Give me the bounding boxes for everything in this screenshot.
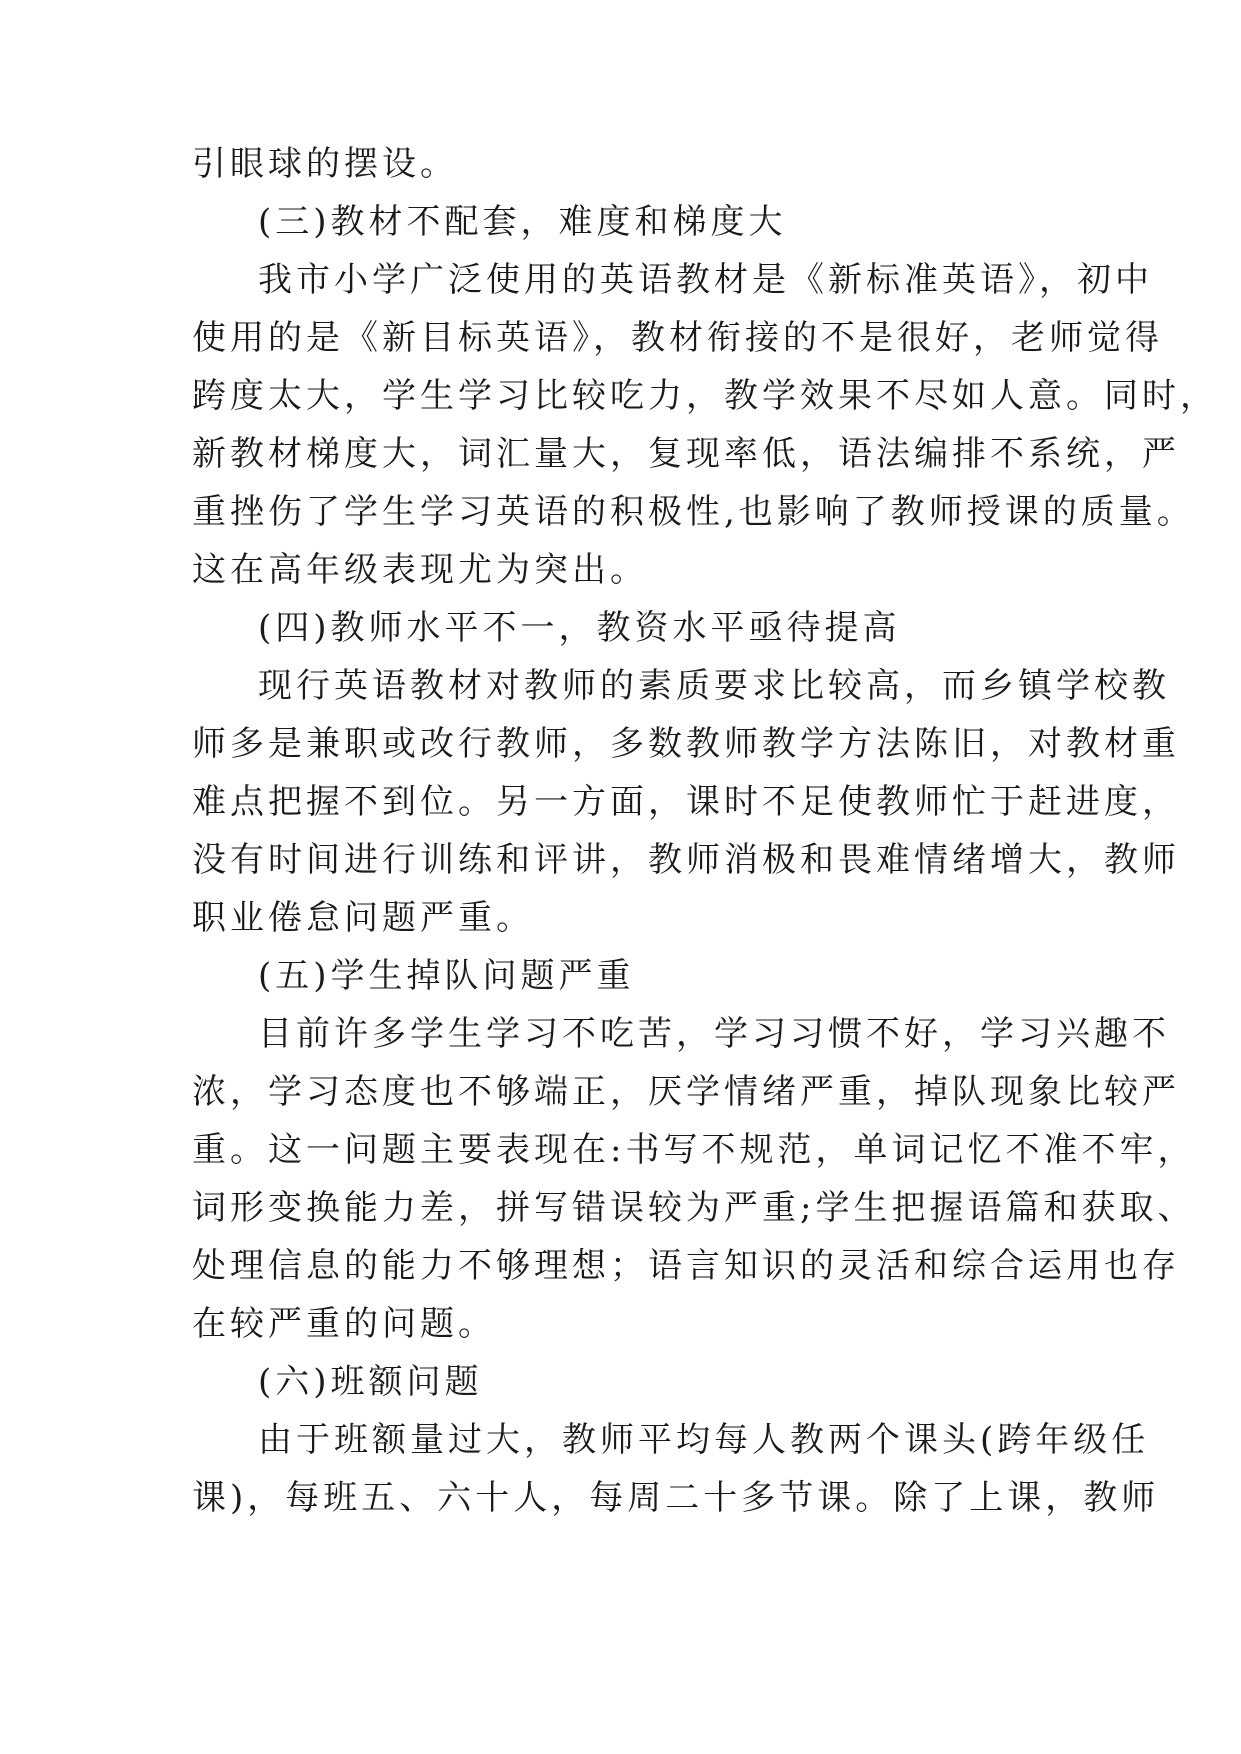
paragraph-line: 跨度太大，学生学习比较吃力，教学效果不尽如人意。同时， xyxy=(192,376,1218,416)
paragraph-line: 重。这一问题主要表现在:书写不规范，单词记忆不准不牢， xyxy=(192,1130,1196,1170)
paragraph-line: 重挫伤了学生学习英语的积极性,也影响了教师授课的质量。 xyxy=(192,492,1195,532)
paragraph-line: 浓，学习态度也不够端正，厌学情绪严重，掉队现象比较严 xyxy=(192,1072,1180,1112)
paragraph-line: 师多是兼职或改行教师，多数教师教学方法陈旧，对教材重 xyxy=(192,724,1180,764)
paragraph-line: 新教材梯度大，词汇量大，复现率低，语法编排不系统，严 xyxy=(192,434,1180,474)
paragraph-line: 处理信息的能力不够理想；语言知识的灵活和综合运用也存 xyxy=(192,1246,1180,1286)
paragraph-line: 这在高年级表现尤为突出。 xyxy=(192,550,648,590)
paragraph-line: 词形变换能力差，拼写错误较为严重;学生把握语篇和获取、 xyxy=(192,1188,1196,1228)
paragraph-line: 难点把握不到位。另一方面，课时不足使教师忙于赶进度， xyxy=(192,782,1180,822)
paragraph-line: 职业倦怠问题严重。 xyxy=(192,898,534,938)
section-heading: (五)学生掉队问题严重 xyxy=(258,956,635,996)
paragraph-line: 课)，每班五、六十人，每周二十多节课。除了上课，教师 xyxy=(192,1478,1160,1518)
section-heading: (三)教材不配套，难度和梯度大 xyxy=(258,202,787,242)
paragraph-line: 目前许多学生学习不吃苦，学习习惯不好，学习兴趣不 xyxy=(258,1014,1170,1054)
paragraph-line: 在较严重的问题。 xyxy=(192,1304,496,1344)
section-heading: (四)教师水平不一，教资水平亟待提高 xyxy=(258,608,901,648)
paragraph-line: 使用的是《新目标英语》，教材衔接的不是很好，老师觉得 xyxy=(192,318,1163,358)
paragraph-line: 引眼球的摆设。 xyxy=(192,144,458,184)
paragraph-line: 没有时间进行训练和评讲，教师消极和畏难情绪增大，教师 xyxy=(192,840,1180,880)
section-heading: (六)班额问题 xyxy=(258,1362,483,1402)
paragraph-line: 我市小学广泛使用的英语教材是《新标准英语》，初中 xyxy=(258,260,1153,300)
paragraph-line: 由于班额量过大，教师平均每人教两个课头(跨年级任 xyxy=(258,1420,1150,1460)
paragraph-line: 现行英语教材对教师的素质要求比较高，而乡镇学校教 xyxy=(258,666,1170,706)
